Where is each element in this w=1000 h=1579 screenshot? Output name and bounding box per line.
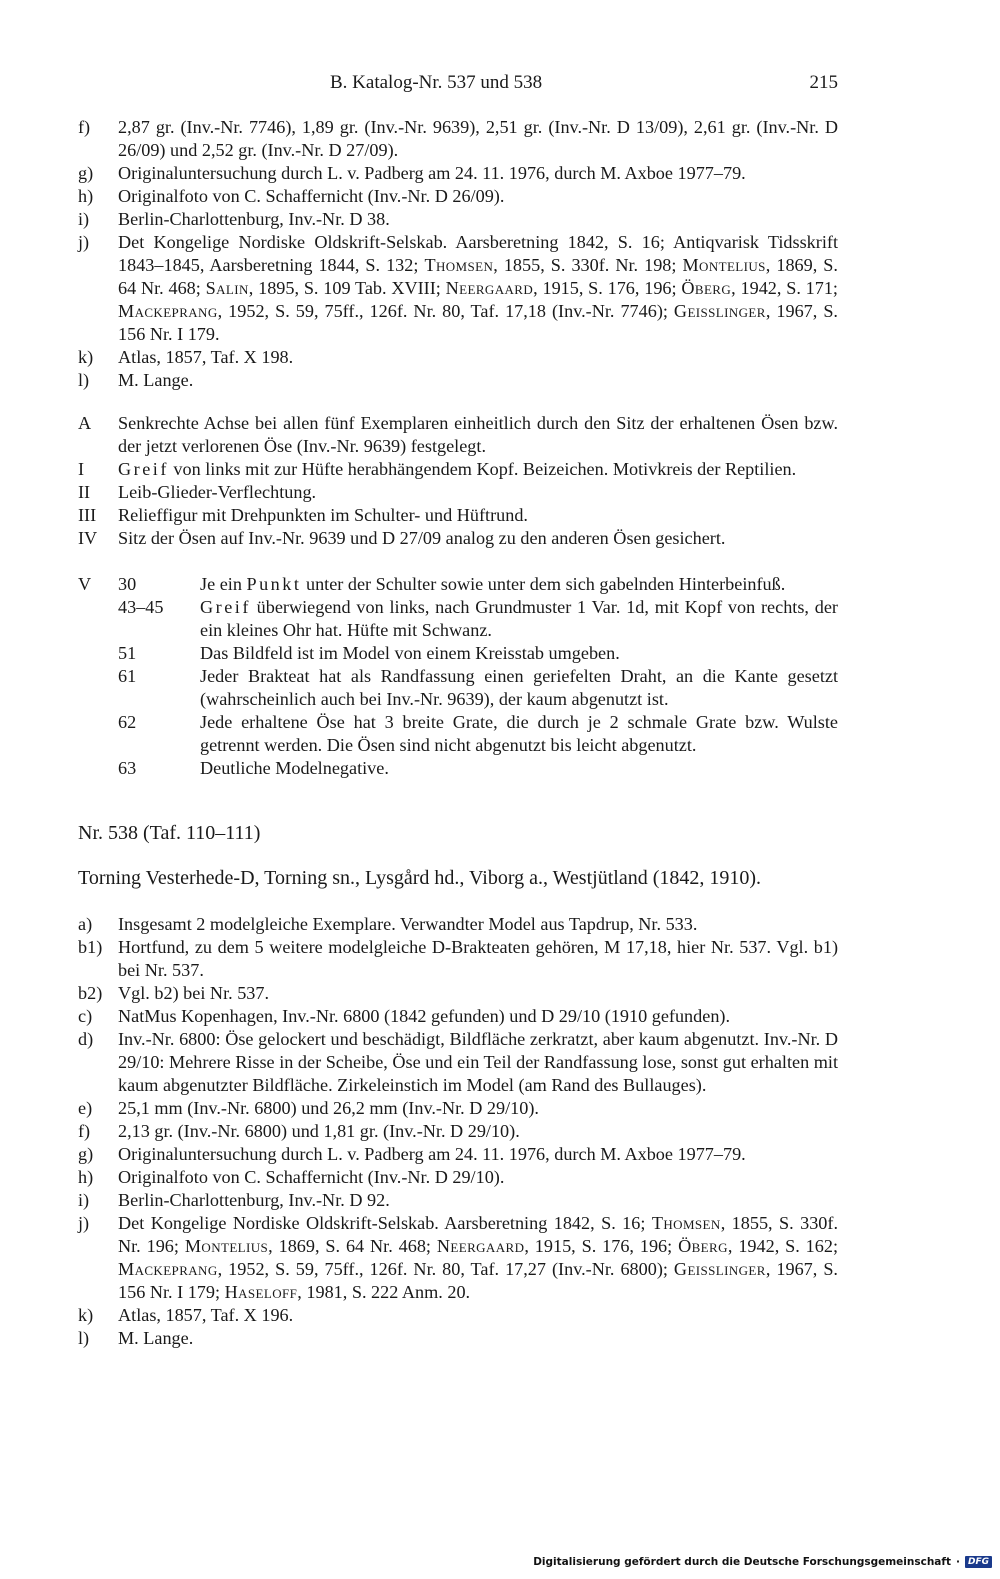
item-label: V xyxy=(78,574,92,594)
text-run: Originalfoto von C. Schaffernicht (Inv.-Nr. D 26/09). xyxy=(118,186,505,206)
catalog-item xyxy=(78,1120,838,1143)
catalog-item xyxy=(78,936,838,982)
catalog-item xyxy=(78,982,838,1005)
spaced-term: Punkt xyxy=(246,574,302,594)
item-label: II xyxy=(78,482,91,502)
item-text xyxy=(118,208,838,231)
footer-text: Digitalisierung gefördert durch die Deutsche Forschungsgemeinschaft xyxy=(533,1556,951,1568)
footer: Digitalisierung gefördert durch die Deutsche Forschungsgemeinschaft · DFG xyxy=(533,1556,992,1568)
text-run: , 1855, S. 330f. Nr. 198; xyxy=(493,255,683,275)
catalog-item xyxy=(78,1304,838,1327)
catalog-item xyxy=(78,504,838,527)
item-label: I xyxy=(78,459,85,479)
text-run: Originalfoto von C. Schaffernicht (Inv.-Nr. D 29/10). xyxy=(118,1167,505,1187)
text-run: , 1869, S. 64 Nr. 468; xyxy=(118,255,838,298)
entry-537-continued xyxy=(78,116,838,392)
item-text xyxy=(118,481,838,504)
text-run: Atlas, 1857, Taf. X 198. xyxy=(118,347,294,367)
item-label: c) xyxy=(78,1006,93,1026)
author-name: Neergaard xyxy=(445,278,534,298)
item-text xyxy=(200,665,838,711)
text-run: 2,87 gr. (Inv.-Nr. 7746), 1,89 gr. (Inv.-Nr. 9639), 2,51 gr. (Inv.-Nr. D 13/09), 2,61 gr. (Inv.-Nr. D 26/09) und 2,52 gr. (Inv.-Nr. D 27/09). xyxy=(118,117,838,160)
text-run: M. Lange. xyxy=(118,1328,194,1348)
entry-537-motif xyxy=(78,412,838,550)
item-text xyxy=(118,1005,838,1028)
item-label: d) xyxy=(78,1029,94,1049)
detail-number: 61 xyxy=(118,666,137,686)
catalog-item xyxy=(78,1327,838,1350)
catalog-item xyxy=(78,1212,838,1304)
catalog-item xyxy=(78,1097,838,1120)
entry-537-details xyxy=(78,573,838,780)
text-run: Berlin-Charlottenburg, Inv.-Nr. D 38. xyxy=(118,209,390,229)
item-label: f) xyxy=(78,1121,91,1141)
text-run: M. Lange. xyxy=(118,370,194,390)
dfg-logo: DFG xyxy=(965,1556,992,1568)
author-name: Salin xyxy=(205,278,249,298)
catalog-item xyxy=(78,369,838,392)
detail-item xyxy=(78,642,838,665)
author-name: Mackeprang xyxy=(118,1259,218,1279)
catalog-item xyxy=(78,458,838,481)
detail-item xyxy=(78,757,838,780)
author-name: Öberg xyxy=(678,1236,728,1256)
catalog-item xyxy=(78,412,838,458)
item-label: i) xyxy=(78,209,90,229)
item-label xyxy=(78,642,118,665)
text-run: , 1942, S. 162; xyxy=(727,1236,839,1256)
detail-item xyxy=(78,665,838,711)
catalog-item xyxy=(78,1028,838,1097)
author-name: Montelius xyxy=(184,1236,269,1256)
item-text xyxy=(118,1028,838,1097)
author-name: Neergaard xyxy=(436,1236,525,1256)
catalog-item xyxy=(78,1143,838,1166)
text-run: NatMus Kopenhagen, Inv.-Nr. 6800 (1842 gefunden) und D 29/10 (1910 gefunden). xyxy=(118,1006,731,1026)
text-run: 2,13 gr. (Inv.-Nr. 6800) und 1,81 gr. (Inv.-Nr. D 29/10). xyxy=(118,1121,520,1141)
catalog-item xyxy=(78,185,838,208)
text-run: Berlin-Charlottenburg, Inv.-Nr. D 92. xyxy=(118,1190,390,1210)
detail-number: 62 xyxy=(118,712,137,732)
item-label: l) xyxy=(78,370,90,390)
item-label: j) xyxy=(78,1213,90,1233)
text-run: Originaluntersuchung durch L. v. Padberg am 24. 11. 1976, durch M. Axboe 1977–79. xyxy=(118,1144,746,1164)
detail-number: 43–45 xyxy=(118,597,164,617)
catalog-item xyxy=(78,1005,838,1028)
text-run: , 1915, S. 176, 196; xyxy=(524,1236,679,1256)
text-run: , 1952, S. 59, 75ff., 126f. Nr. 80, Taf. 17,27 (Inv.-Nr. 6800); xyxy=(217,1259,674,1279)
item-text xyxy=(200,757,838,780)
item-text xyxy=(200,711,838,757)
text-run: Jeder Brakteat hat als Randfassung einen geriefelten Draht, an die Kante gesetzt (wahrscheinlich auch bei Inv.-Nr. 9639), der kaum abgenutzt ist. xyxy=(200,666,838,709)
item-text xyxy=(118,936,838,982)
item-text xyxy=(118,346,838,369)
catalog-item xyxy=(78,162,838,185)
text-run: Det Kongelige Nordiske Oldskrift-Selskab. Aarsberetning 1842, S. 16; xyxy=(118,1213,652,1233)
spaced-term: Greif xyxy=(200,597,251,617)
item-label: i) xyxy=(78,1190,90,1210)
item-text xyxy=(118,1189,838,1212)
item-text xyxy=(118,1120,838,1143)
catalog-item xyxy=(78,208,838,231)
detail-item xyxy=(78,711,838,757)
item-text xyxy=(118,1097,838,1120)
item-text xyxy=(118,527,838,550)
item-label xyxy=(78,665,118,711)
text-run: , 1952, S. 59, 75ff., 126f. Nr. 80, Taf. 17,18 (Inv.-Nr. 7746); xyxy=(217,301,674,321)
item-label: h) xyxy=(78,1167,94,1187)
item-text xyxy=(118,1327,838,1350)
author-name: Geisslinger xyxy=(673,1259,766,1279)
text-run: Das Bildfeld ist im Model von einem Kreisstab umgeben. xyxy=(200,643,620,663)
catalog-item xyxy=(78,346,838,369)
catalog-item xyxy=(78,527,838,550)
detail-item xyxy=(78,573,838,596)
text-run: Jede erhaltene Öse hat 3 breite Grate, die durch je 2 schmale Grate bzw. Wulste getrennt werden. Die Ösen sind nicht abgenutzt bis leicht abgenutzt. xyxy=(200,712,838,755)
catalog-item xyxy=(78,1166,838,1189)
text-run: Je ein xyxy=(200,574,247,594)
text-run: Insgesamt 2 modelgleiche Exemplare. Verwandter Model aus Tapdrup, Nr. 533. xyxy=(118,914,698,934)
item-label: e) xyxy=(78,1098,93,1118)
text-run: , 1855, S. 330f. Nr. 196; xyxy=(118,1213,839,1256)
item-text xyxy=(118,369,838,392)
text-run: Vgl. b2) bei Nr. 537. xyxy=(118,983,270,1003)
item-label: a) xyxy=(78,914,93,934)
item-text xyxy=(118,162,838,185)
text-run: Leib-Glieder-Verflechtung. xyxy=(118,482,317,502)
text-run: Relieffigur mit Drehpunkten im Schulter- und Hüftrund. xyxy=(118,505,528,525)
catalog-item xyxy=(78,913,838,936)
text-run: Atlas, 1857, Taf. X 196. xyxy=(118,1305,294,1325)
entry-538-location: Torning Vesterhede-D, Torning sn., Lysgård hd., Viborg a., Westjütland (1842, 1910). xyxy=(78,867,762,889)
item-label: III xyxy=(78,505,97,525)
catalog-item xyxy=(78,1189,838,1212)
author-name: Haseloff xyxy=(224,1282,298,1302)
item-label: h) xyxy=(78,186,94,206)
item-label: k) xyxy=(78,1305,94,1325)
item-label: g) xyxy=(78,1144,94,1164)
item-text xyxy=(118,1304,838,1327)
item-text xyxy=(118,458,838,481)
item-text xyxy=(118,1143,838,1166)
item-label: g) xyxy=(78,163,94,183)
entry-538-heading: Nr. 538 (Taf. 110–111) xyxy=(78,822,261,844)
detail-item xyxy=(78,596,838,642)
item-label: l) xyxy=(78,1328,90,1348)
item-label: k) xyxy=(78,347,94,367)
item-label xyxy=(78,711,118,757)
text-run: Sitz der Ösen auf Inv.-Nr. 9639 und D 27/09 analog zu den anderen Ösen gesichert. xyxy=(118,528,726,548)
entry-538-body xyxy=(78,913,838,1350)
item-text xyxy=(200,573,838,596)
detail-number: 30 xyxy=(118,574,137,594)
text-run: , 1967, S. 156 Nr. I 179; xyxy=(118,1259,838,1302)
text-run: , 1981, S. 222 Anm. 20. xyxy=(297,1282,471,1302)
author-name: Montelius xyxy=(682,255,766,275)
text-run: Det Kongelige Nordiske Oldskrift-Selskab. Aarsberetning 1842, S. 16; Antiqvarisk Tidsskrift 1843–1845, Aarsberetning 1844, S. 132; xyxy=(118,232,838,275)
item-text xyxy=(118,982,838,1005)
text-run: 25,1 mm (Inv.-Nr. 6800) und 26,2 mm (Inv.-Nr. D 29/10). xyxy=(118,1098,539,1118)
text-run: , 1895, S. 109 Tab. XVIII; xyxy=(248,278,446,298)
text-run: Hortfund, zu dem 5 weitere modelgleiche D-Brakteaten gehören, M 17,18, hier Nr. 537. Vgl. b1) bei Nr. 537. xyxy=(118,937,838,980)
detail-number: 51 xyxy=(118,643,137,663)
item-label: j) xyxy=(78,232,90,252)
item-text xyxy=(118,913,838,936)
text-run: unter der Schulter sowie unter dem sich gabelnden Hinterbeinfuß. xyxy=(301,574,786,594)
item-text xyxy=(200,596,838,642)
author-name: Thomsen xyxy=(651,1213,721,1233)
item-text xyxy=(118,504,838,527)
text-run: von links mit zur Hüfte herabhängendem Kopf. Beizeichen. Motivkreis der Reptilien. xyxy=(168,459,797,479)
item-text xyxy=(118,1166,838,1189)
catalog-item xyxy=(78,231,838,346)
spaced-term: Greif xyxy=(118,459,169,479)
item-label: b2) xyxy=(78,983,103,1003)
author-name: Geisslinger xyxy=(673,301,766,321)
running-title: B. Katalog-Nr. 537 und 538 xyxy=(330,72,543,93)
item-text xyxy=(200,642,838,665)
page-number: 215 xyxy=(809,72,838,93)
item-label: IV xyxy=(78,528,98,548)
text-run: , 1869, S. 64 Nr. 468; xyxy=(268,1236,437,1256)
text-run: , 1942, S. 171; xyxy=(731,278,838,298)
author-name: Mackeprang xyxy=(118,301,218,321)
text-run: , 1967, S. 156 Nr. I 179. xyxy=(118,301,838,344)
item-label: A xyxy=(78,413,92,433)
text-run: Inv.-Nr. 6800: Öse gelockert und beschädigt, Bildfläche zerkratzt, aber kaum abgenutzt. Inv.-Nr. D 29/10: Mehrere Risse in der Scheibe, Öse und ein Teil der Randfassung lose, sonst gut erhalten mit kaum abgenutzter Bildfläche. Zirkeleinstich im Model (am Rand des Bullauges). xyxy=(118,1029,838,1095)
text-run: überwiegend von links, nach Grundmuster 1 Var. 1d, mit Kopf von rechts, der ein kleines Ohr hat. Hüfte mit Schwanz. xyxy=(200,597,838,640)
item-label: f) xyxy=(78,117,91,137)
text-run: Senkrechte Achse bei allen fünf Exemplaren einheitlich durch den Sitz der erhaltenen Ösen bzw. der jetzt verlorenen Öse (Inv.-Nr. 9639) festgelegt. xyxy=(118,413,838,456)
detail-number: 63 xyxy=(118,758,137,778)
running-head xyxy=(78,72,838,100)
item-label xyxy=(78,596,118,642)
text-run: Deutliche Modelnegative. xyxy=(200,758,389,778)
item-text xyxy=(118,412,838,458)
author-name: Öberg xyxy=(681,278,732,298)
item-label: b1) xyxy=(78,937,103,957)
item-text xyxy=(118,185,838,208)
text-run: Originaluntersuchung durch L. v. Padberg am 24. 11. 1976, durch M. Axboe 1977–79. xyxy=(118,163,746,183)
item-text xyxy=(118,231,838,346)
item-text xyxy=(118,116,838,162)
text-run: , 1915, S. 176, 196; xyxy=(533,278,682,298)
catalog-item xyxy=(78,481,838,504)
catalog-item xyxy=(78,116,838,162)
item-text xyxy=(118,1212,838,1304)
author-name: Thomsen xyxy=(424,255,494,275)
item-label xyxy=(78,757,118,780)
